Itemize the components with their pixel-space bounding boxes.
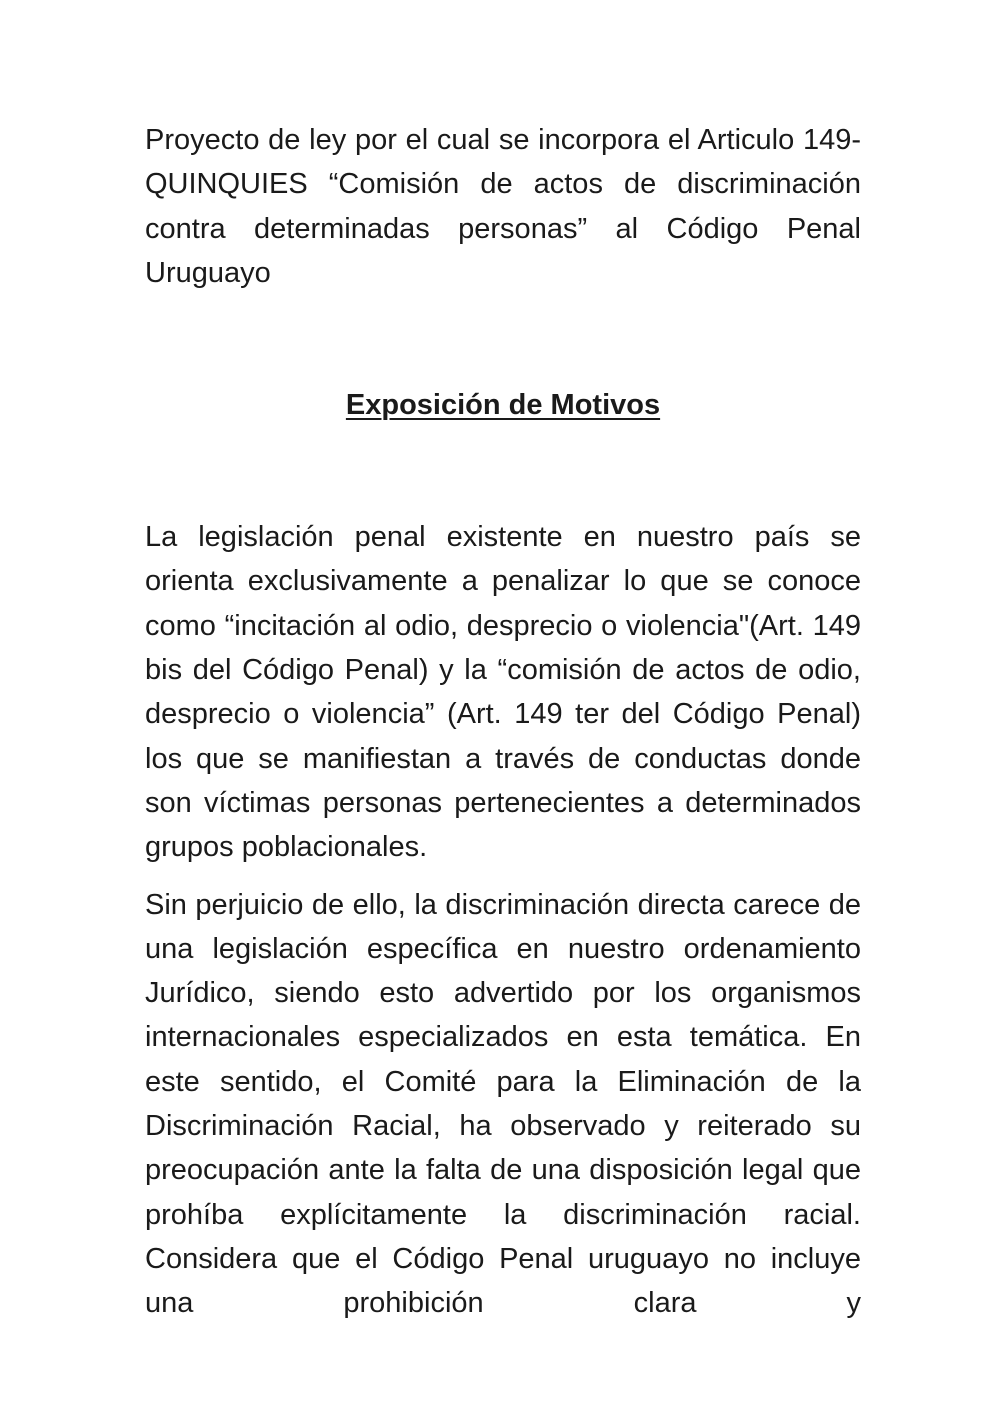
bill-title-paragraph: Proyecto de ley por el cual se incorpora el Articulo 149-QUINQUIES “Comisión de actos de discriminación contra determinadas personas” al Código Penal Uruguayo xyxy=(145,124,861,289)
body-paragraph-2: Sin perjuicio de ello, la discriminación directa carece de una legislación específica en nuestro ordenamiento Jurídico, siendo esto advertido por los organismos internacionales especializados en esta temática. En este sentido, el Comité para la Eliminación de la Discriminación Racial, ha observado y reiterado su preocupación ante la falta de una disposición legal que prohíba explícitamente la discriminación racial. Considera que el Código Penal uruguayo no incluye una prohibición clara y xyxy=(145,888,861,1320)
section-heading: Exposición de Motivos xyxy=(345,389,661,422)
document-content xyxy=(145,118,861,1326)
body-paragraph-1: La legislación penal existente en nuestro país se orienta exclusivamente a penalizar lo que se conoce como “incitación al odio, desprecio o violencia"(Art. 149 bis del Código Penal) y la “comisión de actos de odio, desprecio o violencia” (Art. 149 ter del Código Penal) los que se manifiestan a través de conductas donde son víctimas personas pertenecientes a determinados grupos poblacionales. xyxy=(145,521,861,864)
